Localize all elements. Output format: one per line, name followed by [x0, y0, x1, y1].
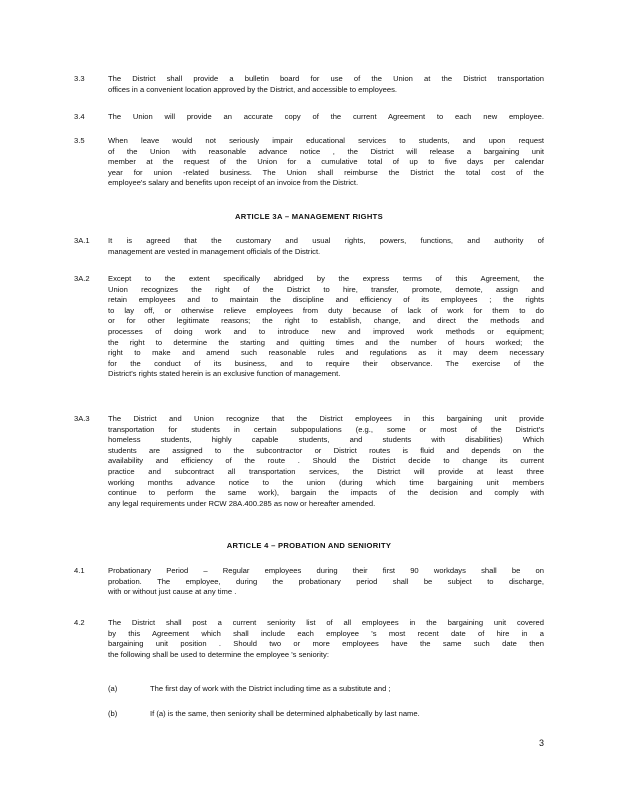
- text-line: the right to determine the starting and quitting times and the number of hours worked; the: [108, 337, 544, 347]
- text-line: retain employees and to maintain the discipline and efficiency of its employees ; the rights: [108, 295, 544, 305]
- clause-number: 3.3: [74, 74, 85, 83]
- clause-number: 3A.2: [74, 274, 90, 283]
- sub-item-text: The first day of work with the District including time as a substitute and ;: [150, 684, 391, 693]
- text-line: The Union will provide an accurate copy of the current Agreement to each new employee.: [108, 112, 544, 121]
- text-line: the following shall be used to determine the employee 's seniority:: [108, 649, 329, 659]
- clause-number: 3A.3: [74, 414, 90, 423]
- text-line: by this Agreement which shall include each employee 's most recent date of hire in a: [108, 628, 544, 638]
- text-line: management are vested in management officials of the District.: [108, 246, 321, 256]
- text-line: employee's salary and benefits upon receipt of an invoice from the District.: [108, 178, 359, 188]
- text-line: for the conduct of its business, and to require their observance. The exercise of the: [108, 358, 544, 368]
- text-line: The District shall provide a bulletin board for use of the Union at the District transportation: [108, 74, 544, 83]
- text-line: homeless students, highly capable students, and students with disabilities) Which: [108, 435, 544, 445]
- clause-text: [108, 236, 544, 257]
- text-line: students are assigned to the subcontractor or District routes is fluid and depends on the: [108, 445, 544, 455]
- text-line: It is agreed that the customary and usual rights, powers, functions, and authority of: [108, 236, 544, 245]
- text-line: Union recognizes the right of the District to hire, transfer, promote, demote, assign and: [108, 284, 544, 294]
- page-number: 3: [538, 738, 544, 748]
- text-line: of the Union with reasonable advance notice , the District will release a bargaining unit: [108, 146, 544, 156]
- text-line: member at the request of the Union for a cumulative total of up to five days per calendar: [108, 157, 544, 167]
- clause-text: [108, 414, 544, 509]
- text-line: The District and Union recognize that the District employees in this bargaining unit provide: [108, 414, 544, 423]
- clause-text: [108, 274, 544, 380]
- text-line: Probationary Period – Regular employees during their first 90 workdays shall be on: [108, 566, 544, 575]
- text-line: with or without just cause at any time .: [108, 587, 237, 597]
- clause-number: 3.4: [74, 112, 85, 121]
- clause-number: 3A.1: [74, 236, 90, 245]
- clause-text: [108, 112, 544, 123]
- text-line: Except to the extent specifically abridged by the express terms of this Agreement, the: [108, 274, 544, 283]
- text-line: bargaining unit position . Should two or more employees have the same such date then: [108, 639, 544, 649]
- text-line: offices in a convenient location approved by the District, and accessible to employees.: [108, 84, 398, 94]
- text-line: When leave would not seriously impair educational services to students, and upon request: [108, 136, 544, 145]
- text-line: District's rights stated herein is an exclusive function of management.: [108, 369, 341, 379]
- clause-number: 3.5: [74, 136, 85, 145]
- text-line: practice and subcontract all transportation services, the District will provide at least three: [108, 466, 544, 476]
- text-line: continue to perform the same work), bargain the impacts of the decision and comply with: [108, 488, 544, 498]
- clause-number: 4.1: [74, 566, 85, 575]
- sub-item-label: (a): [108, 684, 118, 693]
- text-line: transportation for students in certain subpopulations (e.g., some or most of the District's: [108, 424, 544, 434]
- text-line: processes of doing work and to introduce new and improved work methods or equipment;: [108, 326, 544, 336]
- clause-text: [108, 74, 544, 95]
- article-4-heading: ARTICLE 4 – PROBATION AND SENIORITY: [226, 541, 392, 550]
- clause-text: [108, 566, 544, 598]
- text-line: year for union -related business. The Union shall reimburse the District the total cost of the: [108, 167, 544, 177]
- text-line: to lay off, or otherwise relieve employees from duty because of lack of work for them to do: [108, 305, 544, 315]
- clause-number: 4.2: [74, 618, 85, 627]
- text-line: availability and efficiency of the route . Should the District decide to change its current: [108, 456, 544, 466]
- clause-text: [108, 618, 544, 660]
- text-line: any legal requirements under RCW 28A.400.285 as now or hereafter amended.: [108, 498, 376, 508]
- clause-text: [108, 136, 544, 189]
- text-line: The District shall post a current seniority list of all employees in the bargaining unit covered: [108, 618, 544, 627]
- sub-item-label: (b): [108, 709, 118, 718]
- text-line: or for other legitimate reasons; the right to establish, change, and direct the methods and: [108, 316, 544, 326]
- article-3a-heading: ARTICLE 3A – MANAGEMENT RIGHTS: [235, 212, 383, 221]
- text-line: right to make and amend such reasonable rules and regulations as it may deem necessary: [108, 348, 544, 358]
- text-line: probation. The employee, during the probationary period shall be subject to discharge,: [108, 576, 544, 586]
- text-line: working months advance notice to the union (during which time bargaining unit members: [108, 477, 544, 487]
- sub-item-text: If (a) is the same, then seniority shall be determined alphabetically by last name.: [150, 709, 420, 718]
